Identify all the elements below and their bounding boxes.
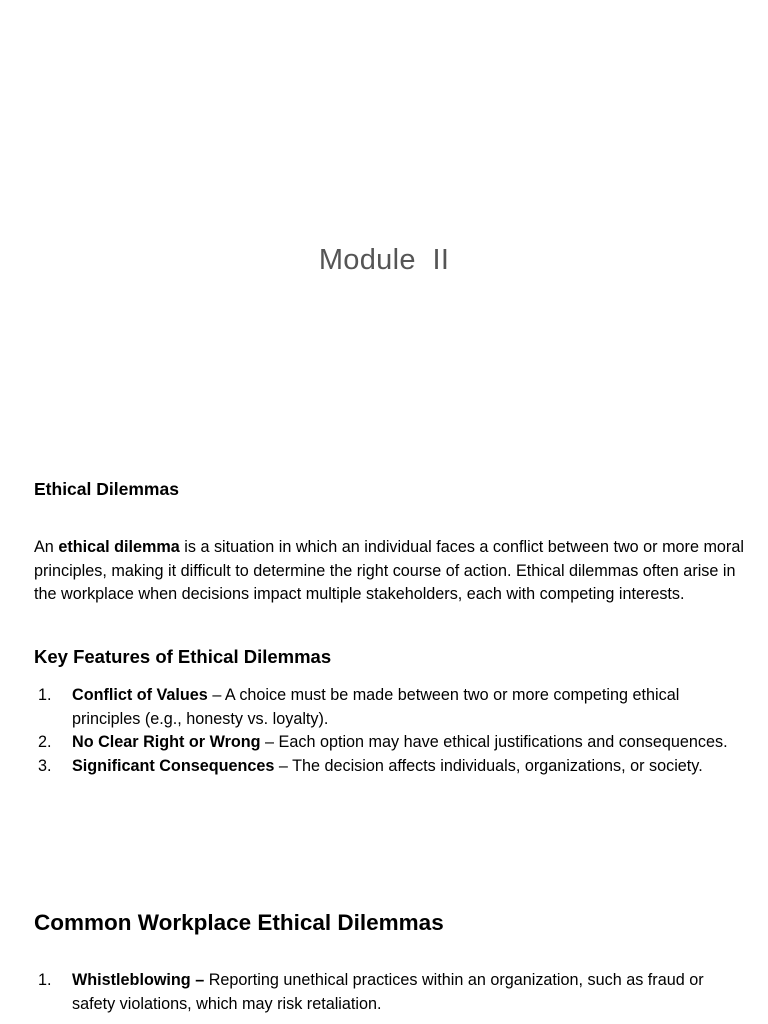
- list-item: [34, 755, 734, 779]
- list-item: [34, 684, 734, 731]
- key-features-list: [34, 684, 734, 778]
- list-item-term: Whistleblowing –: [72, 971, 205, 989]
- list-number: 3.: [38, 756, 52, 775]
- list-item-text: – A choice must be made between two or more competing ethical principles (e.g., honesty vs. loyalty).: [72, 686, 680, 728]
- list-item-text: – Each option may have ethical justifications and consequences.: [260, 733, 728, 751]
- list-number: 2.: [38, 733, 52, 751]
- list-item-term: No Clear Right or Wrong: [72, 733, 261, 751]
- list-item: [34, 969, 734, 1016]
- list-item-term: Conflict of Values: [72, 686, 208, 704]
- intro-prefix: An: [34, 538, 59, 556]
- section-heading-key-features: Key Features of Ethical Dilemmas: [34, 646, 332, 667]
- common-dilemmas-list: [34, 969, 734, 1016]
- section-heading-ethical-dilemmas: Ethical Dilemmas: [34, 479, 179, 499]
- list-number: 1.: [38, 686, 52, 704]
- list-number: 1.: [38, 971, 52, 989]
- list-item-term: Significant Consequences: [72, 756, 275, 775]
- list-item-text: Reporting unethical practices within an organization, such as fraud or safety violations, which may risk retaliation.: [72, 971, 704, 1013]
- intro-term: ethical dilemma: [58, 538, 180, 556]
- section-heading-common-dilemmas: Common Workplace Ethical Dilemmas: [34, 910, 444, 935]
- list-item-text: – The decision affects individuals, organizations, or society.: [274, 756, 703, 775]
- module-title: Module II: [318, 244, 450, 276]
- list-item: [34, 731, 734, 755]
- intro-paragraph: [34, 536, 744, 607]
- intro-rest: is a situation in which an individual faces a conflict between two or more moral principles, making it difficult to determine the right course of action. Ethical dilemmas often arise in the workplace when decisions impact multiple stakeholders, each with competing interests.: [34, 538, 744, 603]
